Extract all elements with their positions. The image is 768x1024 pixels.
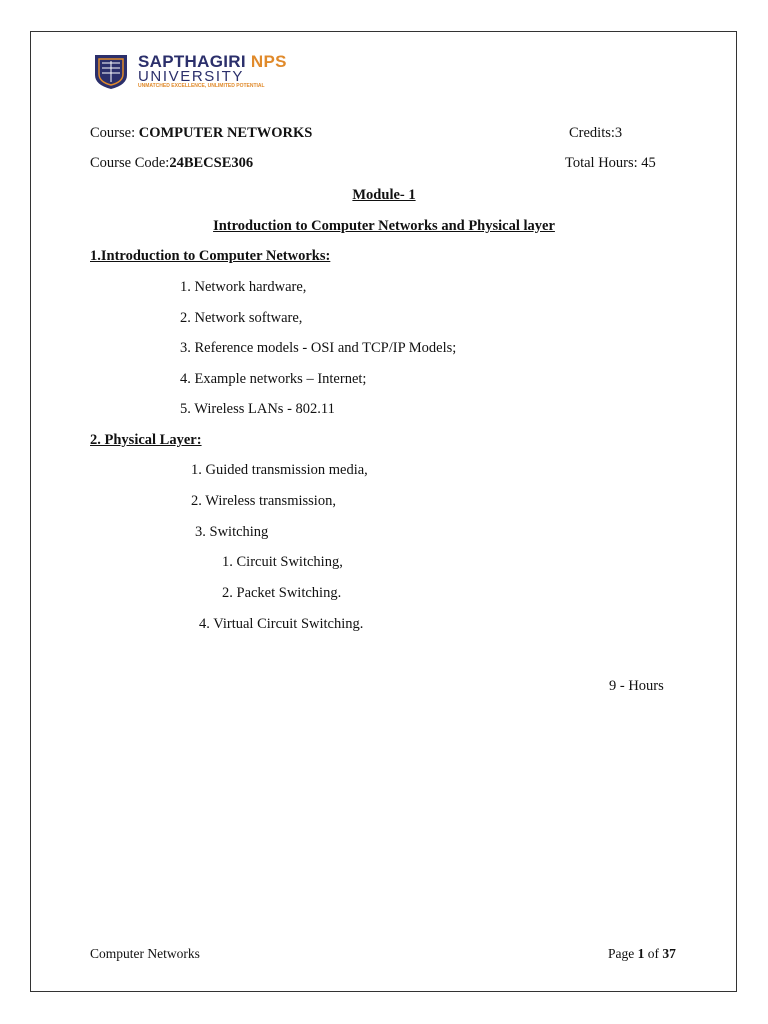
list-item: 1. Network hardware, <box>180 279 307 295</box>
sub-list-item: 1. Circuit Switching, <box>222 554 343 570</box>
total-hours: Total Hours: 45 <box>565 155 656 171</box>
list-item: 4. Virtual Circuit Switching. <box>199 616 364 632</box>
module-hours: 9 - Hours <box>609 678 664 694</box>
logo-subtitle: UNIVERSITY <box>138 68 245 85</box>
list-item: 5. Wireless LANs - 802.11 <box>180 401 335 417</box>
module-subtitle: Introduction to Computer Networks and Physical layer <box>213 218 555 234</box>
logo-name: SAPTHAGIRI NPS <box>138 52 287 71</box>
list-item: 3. Reference models - OSI and TCP/IP Models; <box>180 340 457 356</box>
footer-course: Computer Networks <box>90 946 200 961</box>
course-name-line: Course: COMPUTER NETWORKS <box>90 125 313 141</box>
page-border <box>30 31 737 992</box>
course-code-line: Course Code:24BECSE306 <box>90 155 254 171</box>
section-heading-intro: 1.Introduction to Computer Networks: <box>90 248 331 264</box>
university-logo <box>91 51 331 91</box>
logo-tagline: UNMATCHED EXCELLENCE, UNLIMITED POTENTIAL <box>138 83 265 89</box>
module-title: Module- 1 <box>352 187 416 203</box>
list-item: 2. Network software, <box>180 310 303 326</box>
section-heading-physical: 2. Physical Layer: <box>90 432 202 448</box>
list-item: 1. Guided transmission media, <box>191 462 368 478</box>
list-item: 4. Example networks – Internet; <box>180 371 367 387</box>
footer-page-number: Page 1 of 37 <box>608 946 676 961</box>
crest-icon <box>91 51 131 91</box>
list-item: 2. Wireless transmission, <box>191 493 336 509</box>
credits: Credits:3 <box>569 125 623 141</box>
sub-list-item: 2. Packet Switching. <box>222 585 342 601</box>
list-item: 3. Switching <box>195 524 269 540</box>
